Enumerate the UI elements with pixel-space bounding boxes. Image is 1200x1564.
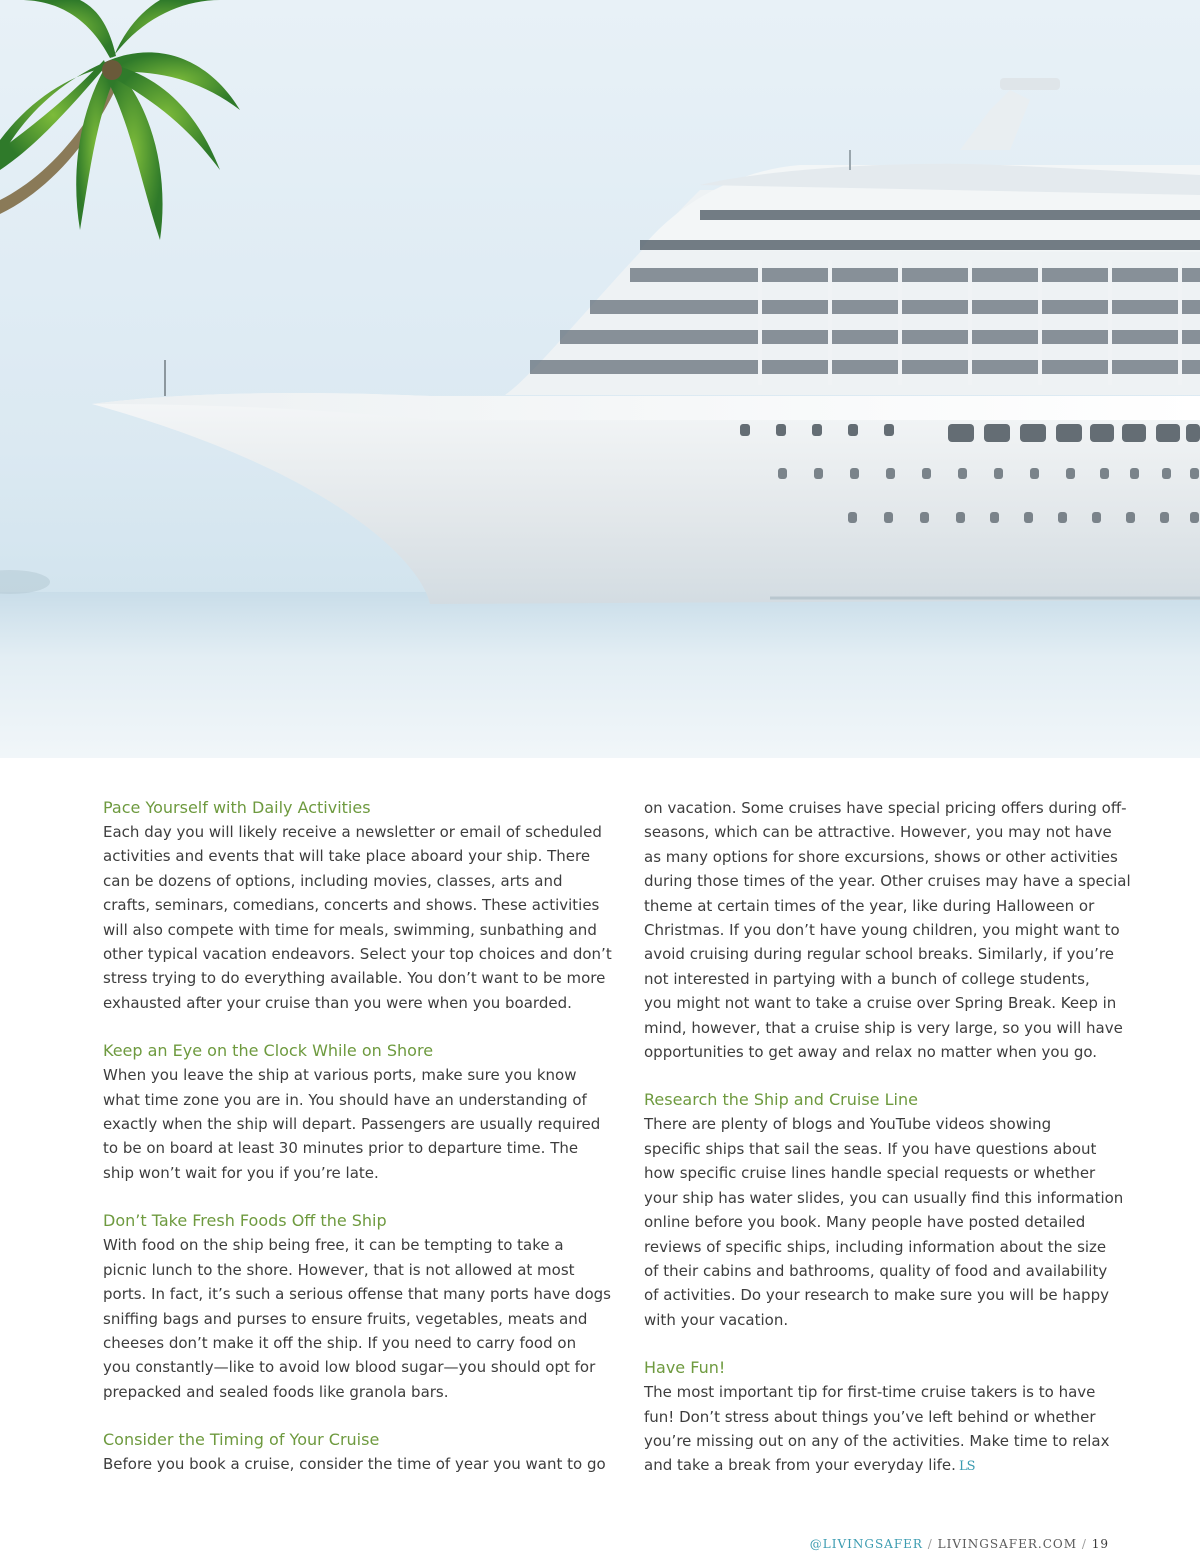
text-line: avoid cruising during regular school breaks. Similarly, if you’re <box>644 945 1114 964</box>
section-body <box>644 1380 1144 1480</box>
text-line: to be on board at least 30 minutes prior to departure time. The <box>103 1139 579 1158</box>
page-number: 19 <box>1091 1537 1109 1551</box>
text-line: stress trying to do everything available. You don’t want to be more <box>103 969 606 988</box>
text-line: ship won’t wait for you if you’re late. <box>103 1163 379 1182</box>
social-handle: @LIVINGSAFER <box>809 1537 923 1551</box>
text-line: exactly when the ship will depart. Passengers are usually required <box>103 1115 601 1134</box>
text-line: With food on the ship being free, it can be tempting to take a <box>103 1236 564 1255</box>
text-line: fun! Don’t stress about things you’ve left behind or whether <box>644 1407 1096 1426</box>
section-heading: Have Fun! <box>644 1358 726 1378</box>
text-line: not interested in partying with a bunch of college students, <box>644 969 1090 988</box>
text-line: crafts, seminars, comedians, concerts and shows. These activities <box>103 896 600 915</box>
text-line: Each day you will likely receive a newsletter or email of scheduled <box>103 823 602 841</box>
text-line <box>644 1453 1144 1479</box>
text-line: you’re missing out on any of the activities. Make time to relax <box>644 1431 1110 1450</box>
text-line: cheeses don’t make it off the ship. If you need to carry food on <box>103 1333 577 1352</box>
text-line: specific ships that sail the seas. If you have questions about <box>644 1139 1097 1158</box>
text-line: online before you book. Many people have posted detailed <box>644 1213 1086 1232</box>
text-line: exhausted after your cruise than you were when you boarded. <box>103 993 572 1012</box>
section-keep-an-eye-on-clock <box>103 1039 603 1185</box>
section-body <box>103 1233 611 1404</box>
section-body <box>644 1112 1144 1332</box>
text-line: Christmas. If you don’t have young children, you might want to <box>644 921 1120 940</box>
hero-image <box>0 0 1200 758</box>
text-line: of their cabins and bathrooms, quality of food and availability <box>644 1261 1108 1280</box>
text-line: ports. In fact, it’s such a serious offense that many ports have dogs <box>103 1285 611 1304</box>
text-line: how specific cruise lines handle special requests or whether <box>644 1164 1096 1183</box>
text-line: picnic lunch to the shore. However, that is not allowed at most <box>103 1260 575 1279</box>
section-body <box>103 820 612 1015</box>
section-body <box>644 796 1144 1064</box>
living-safer-end-mark: LS <box>958 1459 975 1475</box>
section-body <box>103 1063 603 1185</box>
section-timing-continued <box>644 796 1144 1064</box>
text-line: on vacation. Some cruises have special pricing offers during off- <box>644 799 1127 817</box>
website-url: LIVINGSAFER.COM <box>937 1537 1078 1551</box>
text-line: with your vacation. <box>644 1310 789 1329</box>
text-line: you constantly—like to avoid low blood sugar—you should opt for <box>103 1358 596 1377</box>
text-line: When you leave the ship at various ports, make sure you know <box>103 1066 577 1085</box>
article-right-column <box>644 796 1144 1504</box>
text-line: sniffing bags and purses to ensure fruits, vegetables, meats and <box>103 1309 588 1328</box>
section-heading: Research the Ship and Cruise Line <box>644 1090 918 1110</box>
section-research-ship <box>644 1088 1144 1332</box>
text-line: during those times of the year. Other cruises may have a special <box>644 872 1131 891</box>
footer-separator: / <box>927 1537 933 1551</box>
text-line: opportunities to get away and relax no matter when you go. <box>644 1043 1098 1062</box>
text-line: can be dozens of options, including movies, classes, arts and <box>103 871 563 890</box>
section-heading: Consider the Timing of Your Cruise <box>103 1430 380 1450</box>
text-line: theme at certain times of the year, like during Halloween or <box>644 896 1095 915</box>
section-fresh-foods <box>103 1209 611 1404</box>
page-footer <box>810 1537 1109 1551</box>
section-heading: Keep an Eye on the Clock While on Shore <box>103 1041 434 1061</box>
text-line-content: and take a break from your everyday life. <box>644 1456 956 1475</box>
text-line: of activities. Do your research to make sure you will be happy <box>644 1286 1109 1305</box>
footer-separator: / <box>1081 1537 1087 1551</box>
section-body <box>103 1452 606 1476</box>
section-timing-of-cruise <box>103 1428 606 1476</box>
text-line: seasons, which can be attractive. However, you may not have <box>644 823 1112 842</box>
cruise-ship-with-palm-tree-illustration <box>0 0 1200 758</box>
text-line: as many options for shore excursions, shows or other activities <box>644 847 1118 866</box>
text-line: prepacked and sealed foods like granola bars. <box>103 1382 449 1401</box>
text-line: The most important tip for first-time cruise takers is to have <box>644 1383 1096 1402</box>
text-line: what time zone you are in. You should have an understanding of <box>103 1090 587 1109</box>
section-have-fun <box>644 1356 1144 1480</box>
text-line: mind, however, that a cruise ship is very large, so you will have <box>644 1018 1123 1037</box>
text-line: will also compete with time for meals, swimming, sunbathing and <box>103 920 597 939</box>
section-heading: Don’t Take Fresh Foods Off the Ship <box>103 1211 387 1231</box>
text-line: other typical vacation endeavors. Select your top choices and don’t <box>103 945 612 964</box>
text-line: Before you book a cruise, consider the time of year you want to go <box>103 1455 606 1474</box>
text-line: reviews of specific ships, including information about the size <box>644 1237 1107 1256</box>
text-line: There are plenty of blogs and YouTube videos showing <box>644 1115 1052 1134</box>
section-heading: Pace Yourself with Daily Activities <box>103 798 371 817</box>
text-line: you might not want to take a cruise over Spring Break. Keep in <box>644 994 1117 1013</box>
text-line: your ship has water slides, you can usually find this information <box>644 1188 1124 1207</box>
text-line: activities and events that will take place aboard your ship. There <box>103 847 591 866</box>
article-left-column <box>103 796 612 1501</box>
section-pace-yourself <box>103 796 612 1015</box>
